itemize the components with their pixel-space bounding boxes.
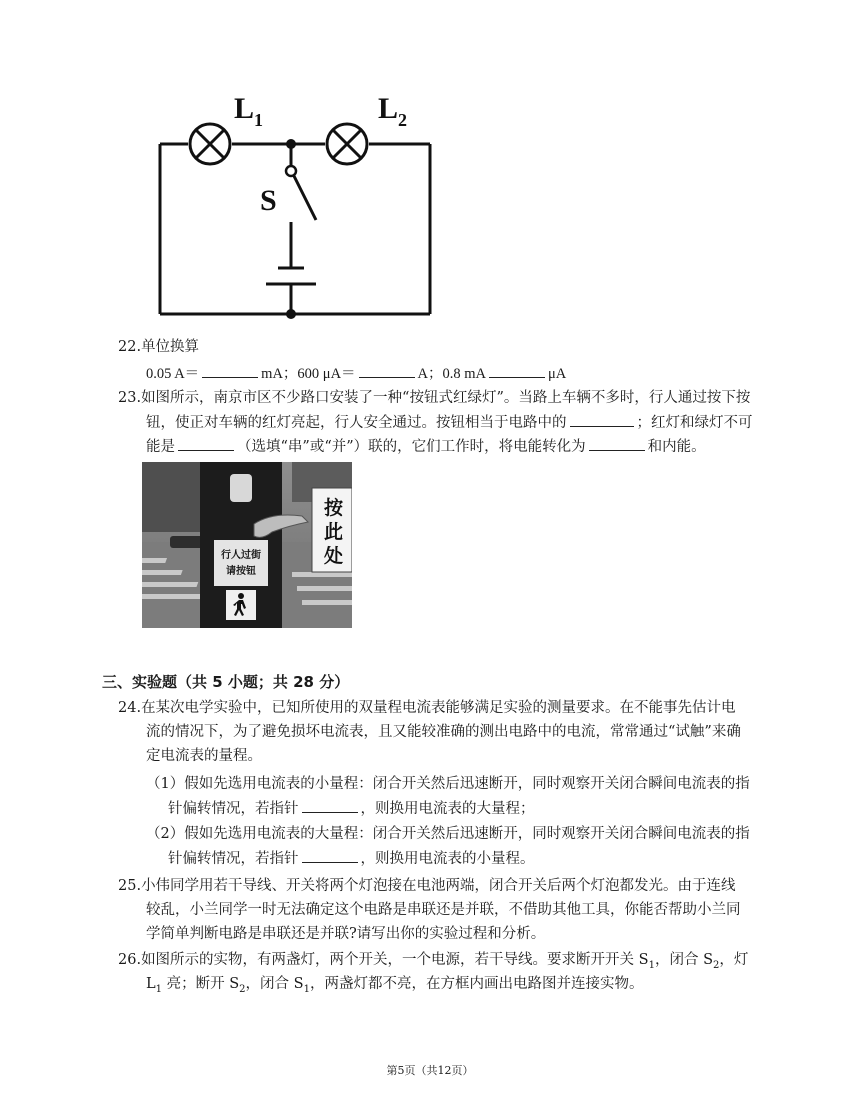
q25-line3: 学简单判断电路是串联还是并联?请写出你的实验过程和分析。 bbox=[146, 926, 546, 942]
label-l2: $L_2$ bbox=[378, 92, 408, 130]
circuit-diagram bbox=[150, 90, 440, 325]
photo-sign-text: 按 此 处 bbox=[324, 497, 344, 567]
answer-blank[interactable] bbox=[202, 363, 258, 378]
label-l1: $L_1$ bbox=[234, 92, 264, 130]
answer-blank[interactable] bbox=[302, 798, 358, 813]
q24-line3: 定电流表的量程。 bbox=[146, 748, 262, 764]
answer-blank[interactable] bbox=[589, 436, 645, 451]
q24-line1: 24.在某次电学实验中，已知所使用的双量程电流表能够满足实验的测量要求。在不能事先估计电 bbox=[118, 700, 736, 716]
page-footer: 第5页（共12页） bbox=[386, 1064, 474, 1077]
q23-line1: 23.如图所示，南京市区不少路口安装了一种“按钮式红绿灯”。当路上车辆不多时，行人通过按下按 bbox=[118, 390, 751, 406]
photo-button-text-2: 请按钮 bbox=[226, 566, 256, 577]
q24-line2: 流的情况下，为了避免损坏电流表，且又能较准确的测出电路中的电流，常常通过“试触”来确 bbox=[146, 724, 741, 740]
answer-blank[interactable] bbox=[359, 363, 415, 378]
q22-title: 22.单位换算 bbox=[118, 339, 200, 355]
section-title: 三、实验题（共 5 小题；共 28 分） bbox=[102, 673, 350, 691]
q25-line2: 较乱，小兰同学一时无法确定这个电路是串联还是并联，不借助其他工具，你能否帮助小兰同 bbox=[146, 902, 741, 918]
traffic-light-button-photo bbox=[142, 462, 352, 628]
q24-sub2-line2: 针偏转情况，若指针 ，则换用电流表的小量程。 bbox=[168, 848, 535, 869]
q24-sub1-line1: （1）假如先选用电流表的小量程：闭合开关然后迅速断开，同时观察开关闭合瞬间电流表的指 bbox=[146, 776, 750, 792]
q25-line1: 25.小伟同学用若干导线、开关将两个灯泡接在电池两端，闭合开关后两个灯泡都发光。由于连线 bbox=[118, 878, 736, 894]
q24-sub2-line1: （2）假如先选用电流表的大量程：闭合开关然后迅速断开，同时观察开关闭合瞬间电流表的指 bbox=[146, 826, 750, 842]
q23-line2: 钮，使正对车辆的红灯亮起，行人安全通过。按钮相当于电路中的 ；红灯和绿灯不可 bbox=[146, 412, 753, 433]
lamp-l2 bbox=[327, 124, 367, 164]
photo-button-text-1: 行人过街 bbox=[221, 550, 261, 561]
q24-sub1-line2: 针偏转情况，若指针 ，则换用电流表的大量程； bbox=[168, 798, 535, 819]
answer-blank[interactable] bbox=[302, 848, 358, 863]
q26-line2: $L_1$ 亮；断开 $S_2$，闭合 $S_1$，两盏灯都不亮，在方框内画出电路图并连接实物。 bbox=[146, 976, 644, 995]
answer-blank[interactable] bbox=[489, 363, 545, 378]
q22-content: 0.05 A＝ mA；600 μA＝ A；0.8 mA μA bbox=[146, 363, 566, 384]
lamp-l1 bbox=[190, 124, 230, 164]
q23-line3: 能是 （选填“串”或“并”）联的，它们工作时，将电能转化为 和内能。 bbox=[146, 436, 706, 457]
q26-line1: 26.如图所示的实物，有两盏灯，两个开关，一个电源，若干导线。要求断开开关 $S_1$，闭合 $S_2$，灯 bbox=[118, 952, 749, 971]
label-switch-s: S bbox=[260, 184, 277, 217]
answer-blank[interactable] bbox=[570, 412, 634, 427]
answer-blank[interactable] bbox=[178, 436, 234, 451]
